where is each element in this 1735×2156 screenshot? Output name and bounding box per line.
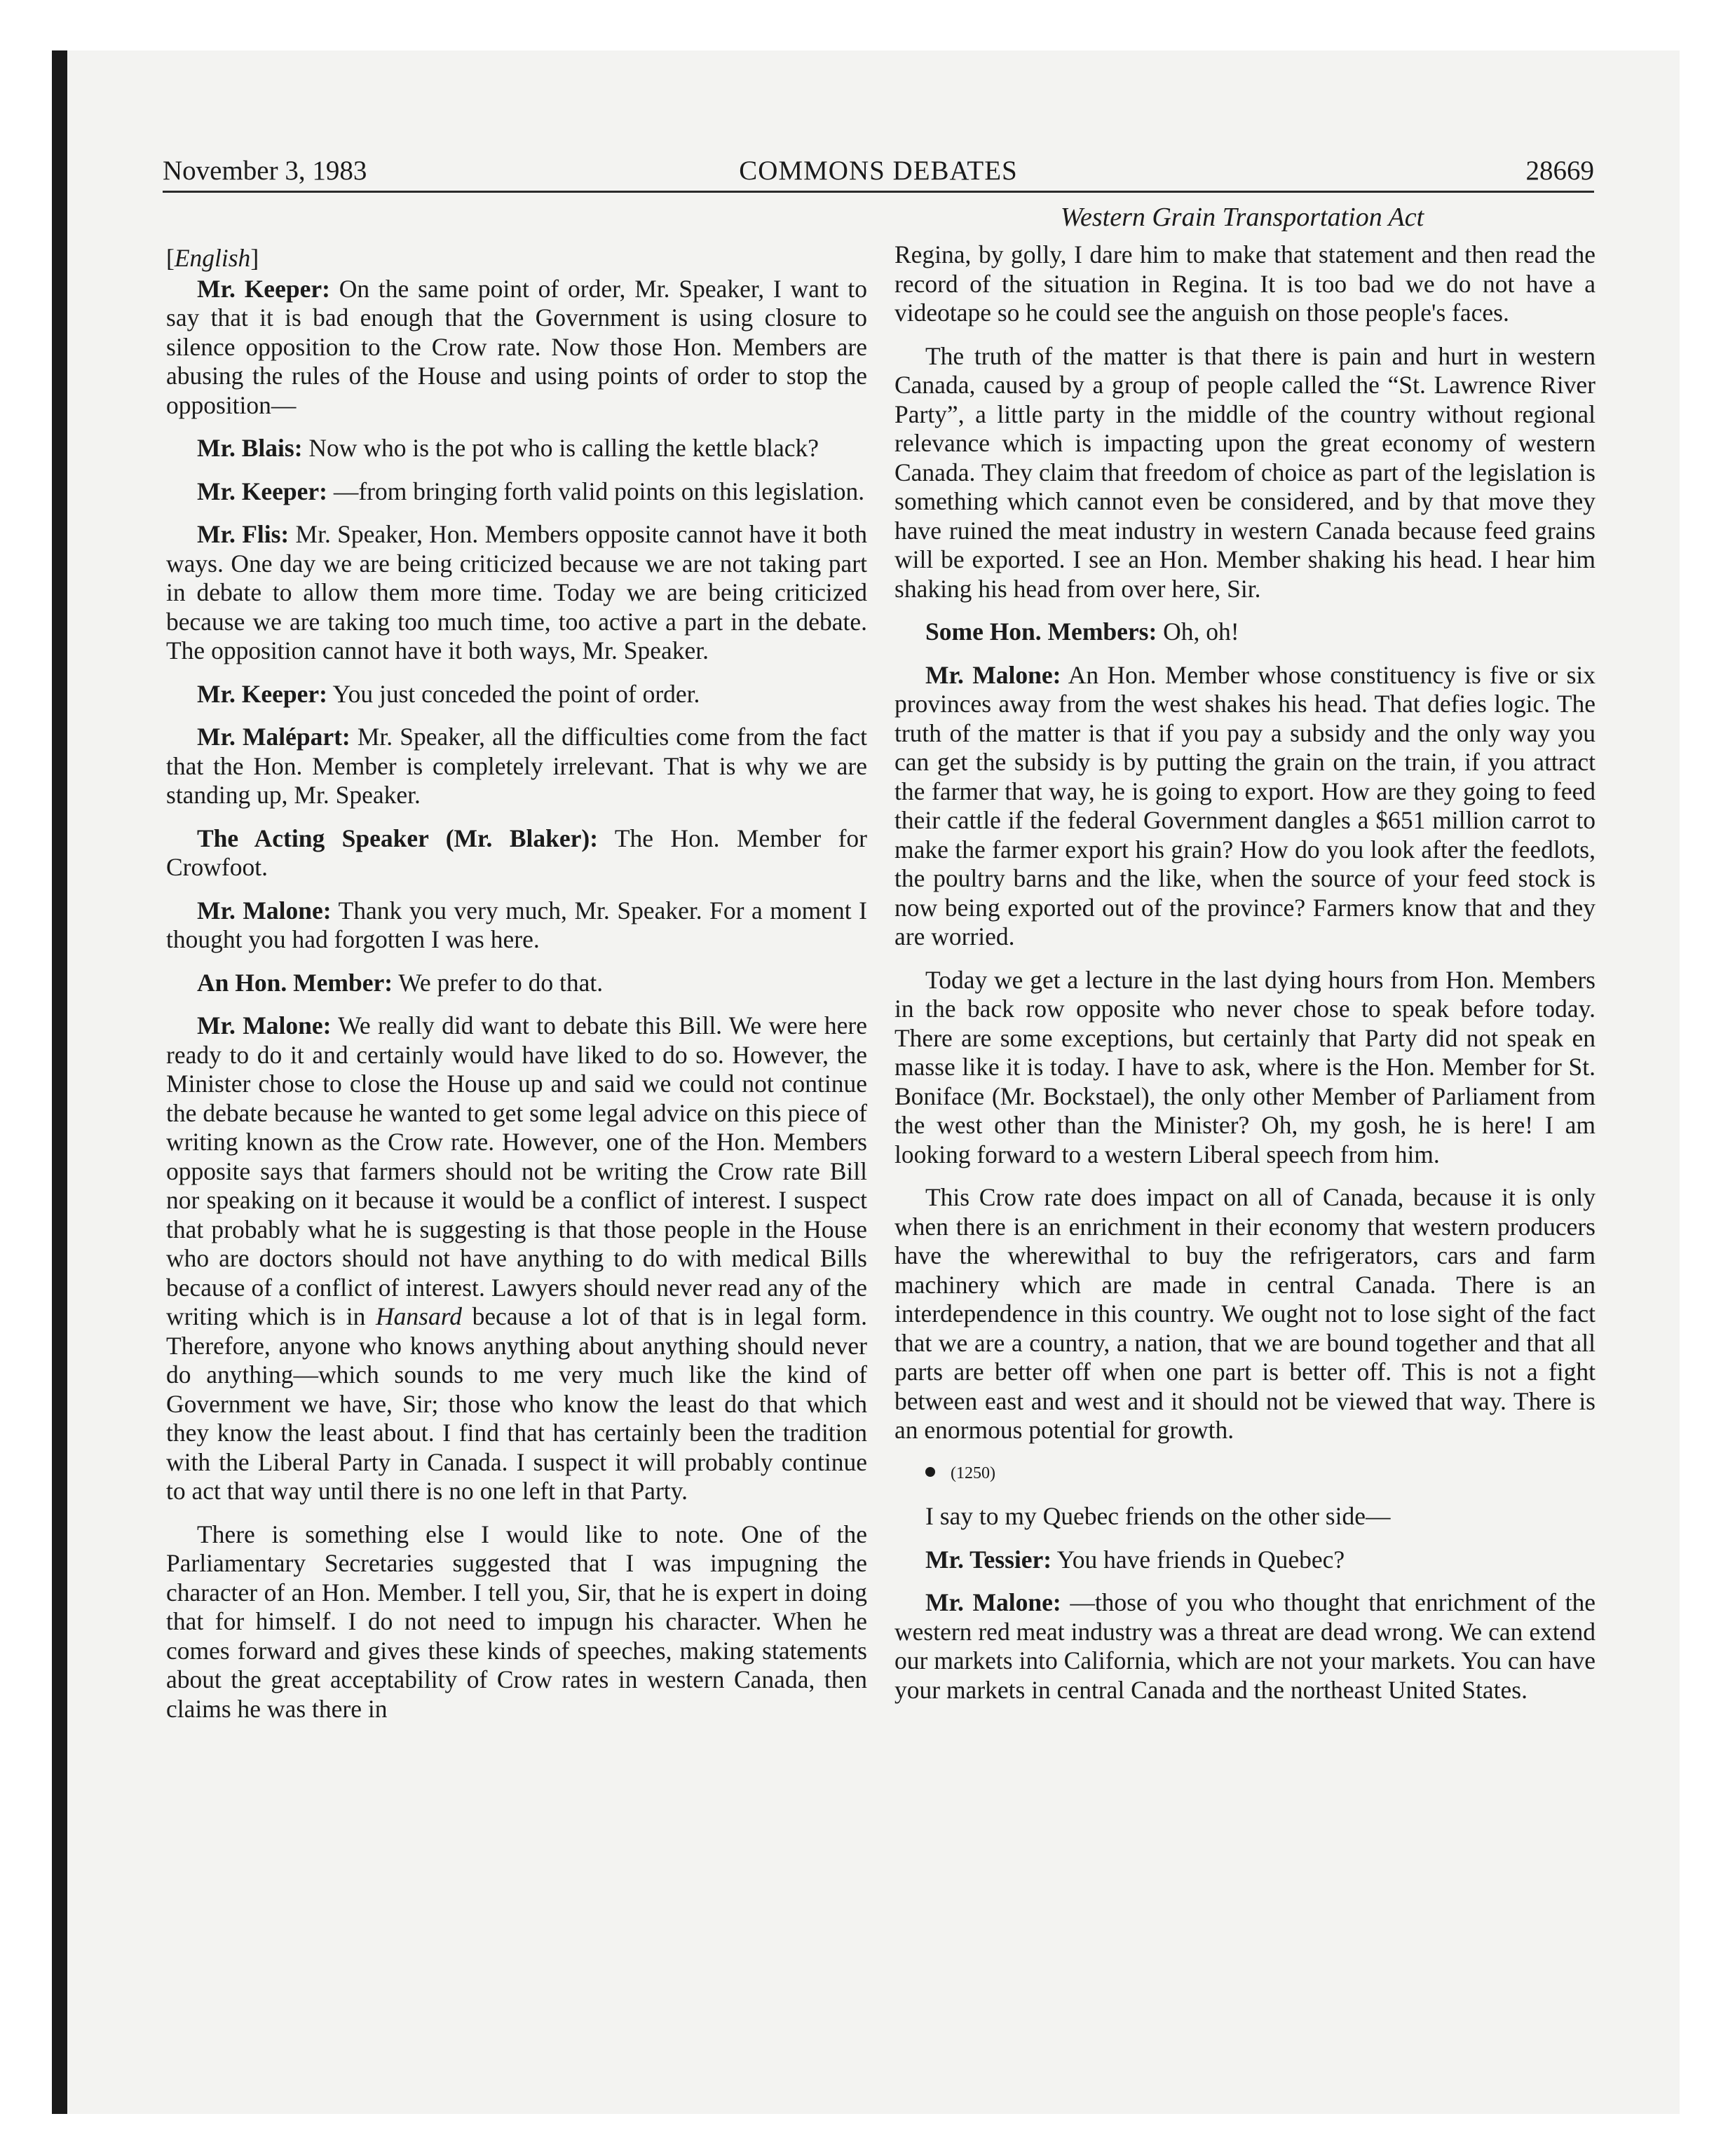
time-mark: [894, 1459, 1595, 1489]
paragraph: [894, 618, 1595, 647]
language-tag: [English]: [166, 244, 259, 272]
speech-text: Mr. Speaker, all the difficulties come from the fact that the Hon. Member is completely irrelevant. That is why we are standing up, Mr. Speaker.: [166, 723, 867, 809]
paragraph: [166, 723, 867, 810]
speaker-name: Mr. Malone:: [197, 1011, 332, 1039]
paragraph: [166, 896, 867, 955]
scan-edge-bar: [52, 50, 67, 2114]
time-mark-text: (1250): [951, 1464, 995, 1482]
right-column: [894, 240, 1595, 1719]
speaker-name: The Acting Speaker (Mr. Blaker):: [197, 824, 599, 852]
italic-hansard: Hansard: [376, 1302, 462, 1330]
paragraph: [166, 434, 867, 463]
speech-text: —those of you who thought that enrichment of the western red meat industry was a threat are dead wrong. We can extend our markets into California, which are not your markets. You can have your markets in central Canada and the northeast United States.: [894, 1588, 1595, 1704]
speaker-name: Mr. Keeper:: [197, 679, 327, 708]
paragraph: [894, 240, 1595, 328]
paragraph: [166, 969, 867, 998]
paragraph: [166, 680, 867, 709]
speech-text: Today we get a lecture in the last dying hours from Hon. Members in the back row opposite who never chose to speak before today. There are some exceptions, but certainly that Party did not speak en masse like it is today. I have to ask, where is the Hon. Member for St. Boniface (Mr. Bockstael), the only other Member of Parliament from the west other than the Minister? Oh, my gosh, he is here! I am looking forward to a western Liberal speech from him.: [894, 965, 1595, 1168]
speaker-name: Mr. Tessier:: [925, 1545, 1052, 1574]
speaker-name: Mr. Malone:: [925, 660, 1061, 689]
paragraph: [894, 1588, 1595, 1705]
left-column: [166, 244, 867, 1738]
speech-text: We prefer to do that.: [393, 968, 604, 997]
speech-text: You have friends in Quebec?: [1052, 1545, 1345, 1574]
speech-text: On the same point of order, Mr. Speaker, I want to say that it is bad enough that the Government is using closure to silence opposition to the Crow rate. Now those Hon. Members are abusing the rules of the House and using points of order to stop the opposition—: [166, 274, 867, 419]
paragraph: [894, 342, 1595, 604]
header-page-number: 28669: [1525, 156, 1594, 186]
speech-text: Oh, oh!: [1157, 618, 1239, 646]
speaker-name: Mr. Keeper:: [197, 274, 330, 303]
speech-text: The truth of the matter is that there is pain and hurt in western Canada, caused by a group of people called the “St. Lawrence River Party”, a little party in the middle of the country without regional relevance which is impacting upon the great economy of western Canada. They claim that freedom of choice as part of the legislation is something which cannot even be considered, and by that move they have ruined the meat industry in western Canada because feed grains will be exported. I see an Hon. Member shaking his head. I hear him shaking his head from over here, Sir.: [894, 341, 1595, 603]
bullet-icon: [925, 1467, 935, 1477]
speech-text: Mr. Speaker, Hon. Members opposite cannot have it both ways. One day we are being criticized because we are not taking part in debate to allow them more time. Today we are being criticized because we are taking too much time, too active a part in the debate. The opposition cannot have it both ways, Mr. Speaker.: [166, 520, 867, 664]
speech-text: Now who is the pot who is calling the kettle black?: [302, 434, 819, 462]
paragraph: [166, 275, 867, 421]
speech-text: There is something else I would like to note. One of the Parliamentary Secretaries suggested that I was impugning the character of an Hon. Member. I tell you, Sir, that he is expert in doing that for himself. I do not need to impugn his character. When he comes forward and gives these kinds of speeches, making statements about the great acceptability of Crow rates in western Canada, then claims he was there in: [166, 1520, 867, 1723]
speech-text: I say to my Quebec friends on the other side—: [925, 1502, 1391, 1530]
speech-text: This Crow rate does impact on all of Canada, because it is only when there is an enrichment in their economy that western producers have the wherewithal to buy the refrigerators, cars and farm machinery which are made in central Canada. There is an interdependence in this country. We ought not to lose sight of the fact that we are a country, a nation, that we are bound together and that all parts are better off when one part is better off. This is not a fight between east and west and it should not be viewed that way. There is an enormous potential for growth.: [894, 1183, 1595, 1444]
speech-text: An Hon. Member whose constituency is five or six provinces away from the west shakes his head. That defies logic. The truth of the matter is that if you pay a subsidy and the only way you can get the subsidy is by putting the grain on the train, if you attract the farmer that way, he is going to export. How are they going to feed their cattle if the federal Government dangles a $651 million carrot to make the farmer export his grain? How do you look after the feedlots, the poultry barns and the like, when the source of your feed stock is now being exported out of the province? Farmers know that and they are worried.: [894, 660, 1595, 950]
speaker-name: Mr. Malone:: [925, 1588, 1061, 1616]
speech-text: You just conceded the point of order.: [327, 679, 700, 708]
speaker-name: Mr. Malone:: [197, 896, 332, 925]
header-publication: COMMONS DEBATES: [739, 156, 1018, 186]
paragraph: [894, 661, 1595, 952]
paragraph: [166, 824, 867, 882]
paragraph: [894, 1502, 1595, 1531]
speech-text: Regina, by golly, I dare him to make that statement and then read the record of the situation in Regina. It is too bad we do not have a videotape so he could see the anguish on those people's faces.: [894, 240, 1595, 327]
speaker-name: An Hon. Member:: [197, 968, 393, 997]
paragraph: [166, 1520, 867, 1724]
paragraph: [166, 520, 867, 666]
speech-text: —from bringing forth valid points on this legislation.: [327, 477, 865, 505]
speech-text: We really did want to debate this Bill. We were here ready to do it and certainly would have liked to do so. However, the Minister chose to close the House up and said we could not continue the debate because he wanted to get some legal advice on this piece of writing known as the Crow rate. However, one of the Hon. Members opposite says that farmers should not be writing the Crow rate Bill nor speaking on it because it would be a conflict of interest. I suspect that probably what he is suggesting is that those people in the House who are doctors should not have anything to do with medical Bills because of a conflict of interest. Lawyers should never read any of the writing which is in: [166, 1011, 867, 1330]
speech-text-cont: because a lot of that is in legal form. Therefore, anyone who knows anything about anything should never do anything—which sounds to me very much like the kind of Government we have, Sir; those who know the least do that which they know the least about. I find that has certainly been the tradition with the Liberal Party in Canada. I suspect it will probably continue to act that way until there is no one left in that Party.: [166, 1302, 867, 1505]
speaker-name: Mr. Malépart:: [197, 723, 351, 751]
speaker-name: Mr. Keeper:: [197, 477, 327, 505]
paragraph: [894, 966, 1595, 1170]
paragraph: [166, 1011, 867, 1506]
speech-text: Thank you very much, Mr. Speaker. For a moment I thought you had forgotten I was here.: [166, 896, 867, 953]
paragraph: [894, 1546, 1595, 1575]
running-head: [163, 149, 1594, 193]
speaker-name: Some Hon. Members:: [925, 618, 1157, 646]
header-date: November 3, 1983: [163, 156, 367, 186]
speaker-name: Mr. Blais:: [197, 434, 303, 462]
speaker-name: Mr. Flis:: [197, 520, 290, 548]
paragraph: [894, 1183, 1595, 1445]
section-subheading: Western Grain Transportation Act: [1060, 203, 1424, 232]
language-tag-text: English: [174, 244, 251, 272]
paragraph: [166, 477, 867, 507]
speech-text: The Hon. Member for Crowfoot.: [166, 824, 868, 881]
